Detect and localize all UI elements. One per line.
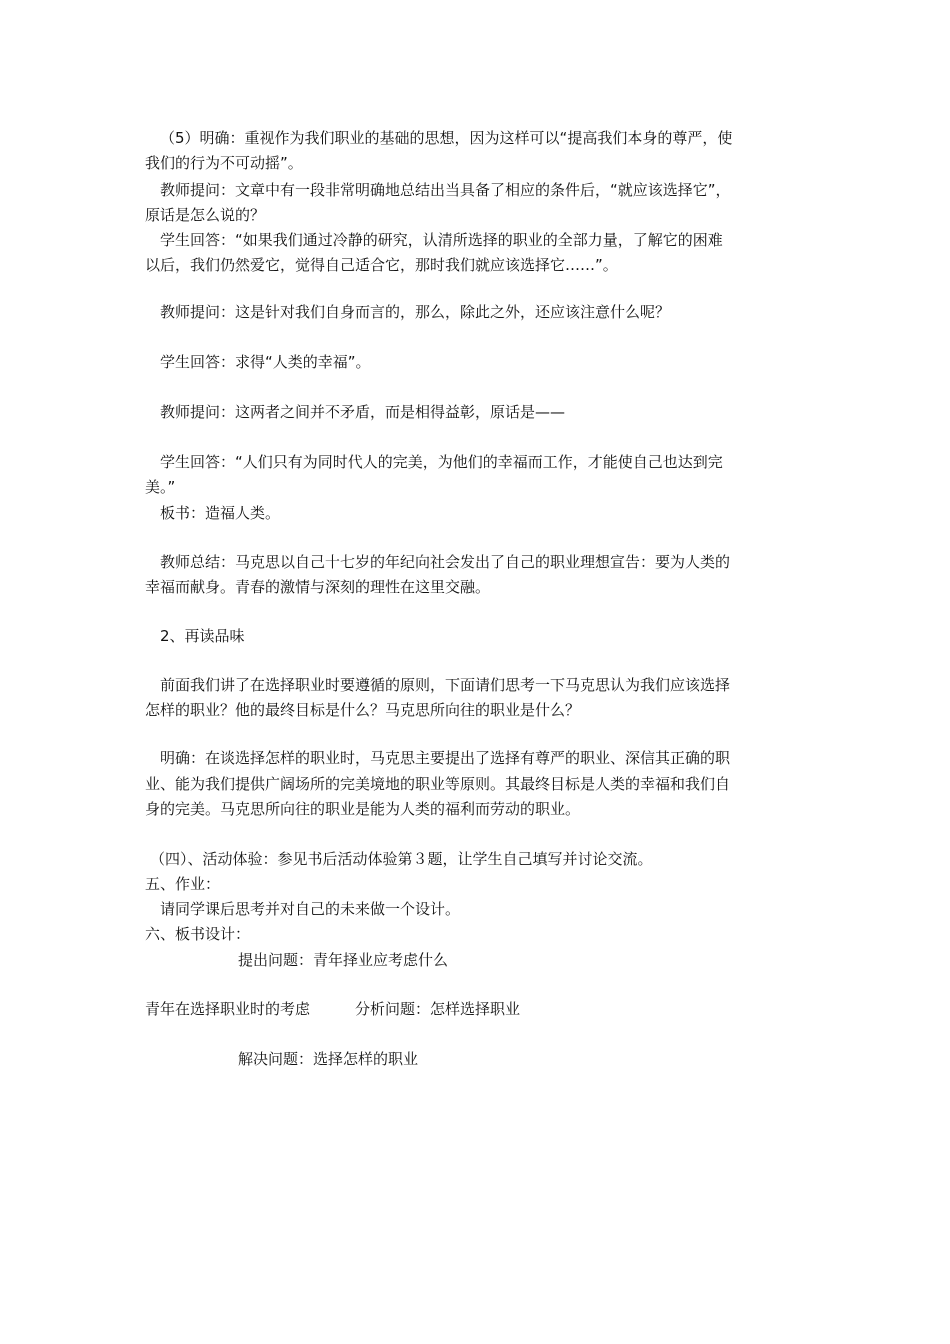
paragraph-line: 幸福而献身。青春的激情与深刻的理性在这里交融。 [145,578,491,596]
board-design-item: 提出问题：青年择业应考虑什么 [238,951,449,969]
board-design-root: 青年在选择职业时的考虑 [145,1000,311,1018]
paragraph-line: 教师总结：马克思以自己十七岁的年纪向社会发出了自己的职业理想宣告：要为人类的 [160,553,731,571]
paragraph-line: 业、能为我们提供广阔场所的完美境地的职业等原则。其最终目标是人类的幸福和我们自 [145,775,731,793]
paragraph-line: 板书：造福人类。 [160,504,281,522]
paragraph-line: （5）明确：重视作为我们职业的基础的思想，因为这样可以“提高我们本身的尊严，使 [160,129,733,147]
paragraph-line: 教师提问：这两者之间并不矛盾，而是相得益彰，原话是—— [160,403,566,421]
paragraph-line: 原话是怎么说的？ [145,206,266,224]
paragraph-line: 我们的行为不可动摇”。 [145,154,303,172]
section-heading: 六、板书设计： [145,925,251,943]
board-design-item: 解决问题：选择怎样的职业 [238,1050,419,1068]
paragraph-line: 以后，我们仍然爱它，觉得自己适合它，那时我们就应该选择它……”。 [145,256,618,274]
paragraph-line: 教师提问：这是针对我们自身而言的，那么，除此之外，还应该注意什么呢？ [160,303,671,321]
paragraph-line: 明确：在谈选择怎样的职业时，马克思主要提出了选择有尊严的职业、深信其正确的职 [160,749,731,767]
paragraph-line: 前面我们讲了在选择职业时要遵循的原则，下面请们思考一下马克思认为我们应该选择 [160,676,731,694]
paragraph-line: 怎样的职业？他的最终目标是什么？马克思所向往的职业是什么？ [145,701,581,719]
paragraph-line: 教师提问：文章中有一段非常明确地总结出当具备了相应的条件后，“就应该选择它”， [160,181,731,199]
section-heading: 五、作业： [145,875,221,893]
section-heading: 2、再读品味 [160,627,245,645]
paragraph-line: （四）、活动体验：参见书后活动体验第３题，让学生自己填写并讨论交流。 [150,850,653,868]
paragraph-line: 学生回答：“人们只有为同时代人的完美，为他们的幸福而工作，才能使自己也达到完 [160,453,723,471]
paragraph-line: 学生回答：求得“人类的幸福”。 [160,353,371,371]
paragraph-line: 美。” [145,478,176,496]
paragraph-line: 学生回答：“如果我们通过冷静的研究，认清所选择的职业的全部力量，了解它的困难 [160,231,723,249]
paragraph-line: 请同学课后思考并对自己的未来做一个设计。 [160,900,461,918]
board-design-item: 分析问题：怎样选择职业 [355,1000,521,1018]
paragraph-line: 身的完美。马克思所向往的职业是能为人类的福利而劳动的职业。 [145,800,581,818]
